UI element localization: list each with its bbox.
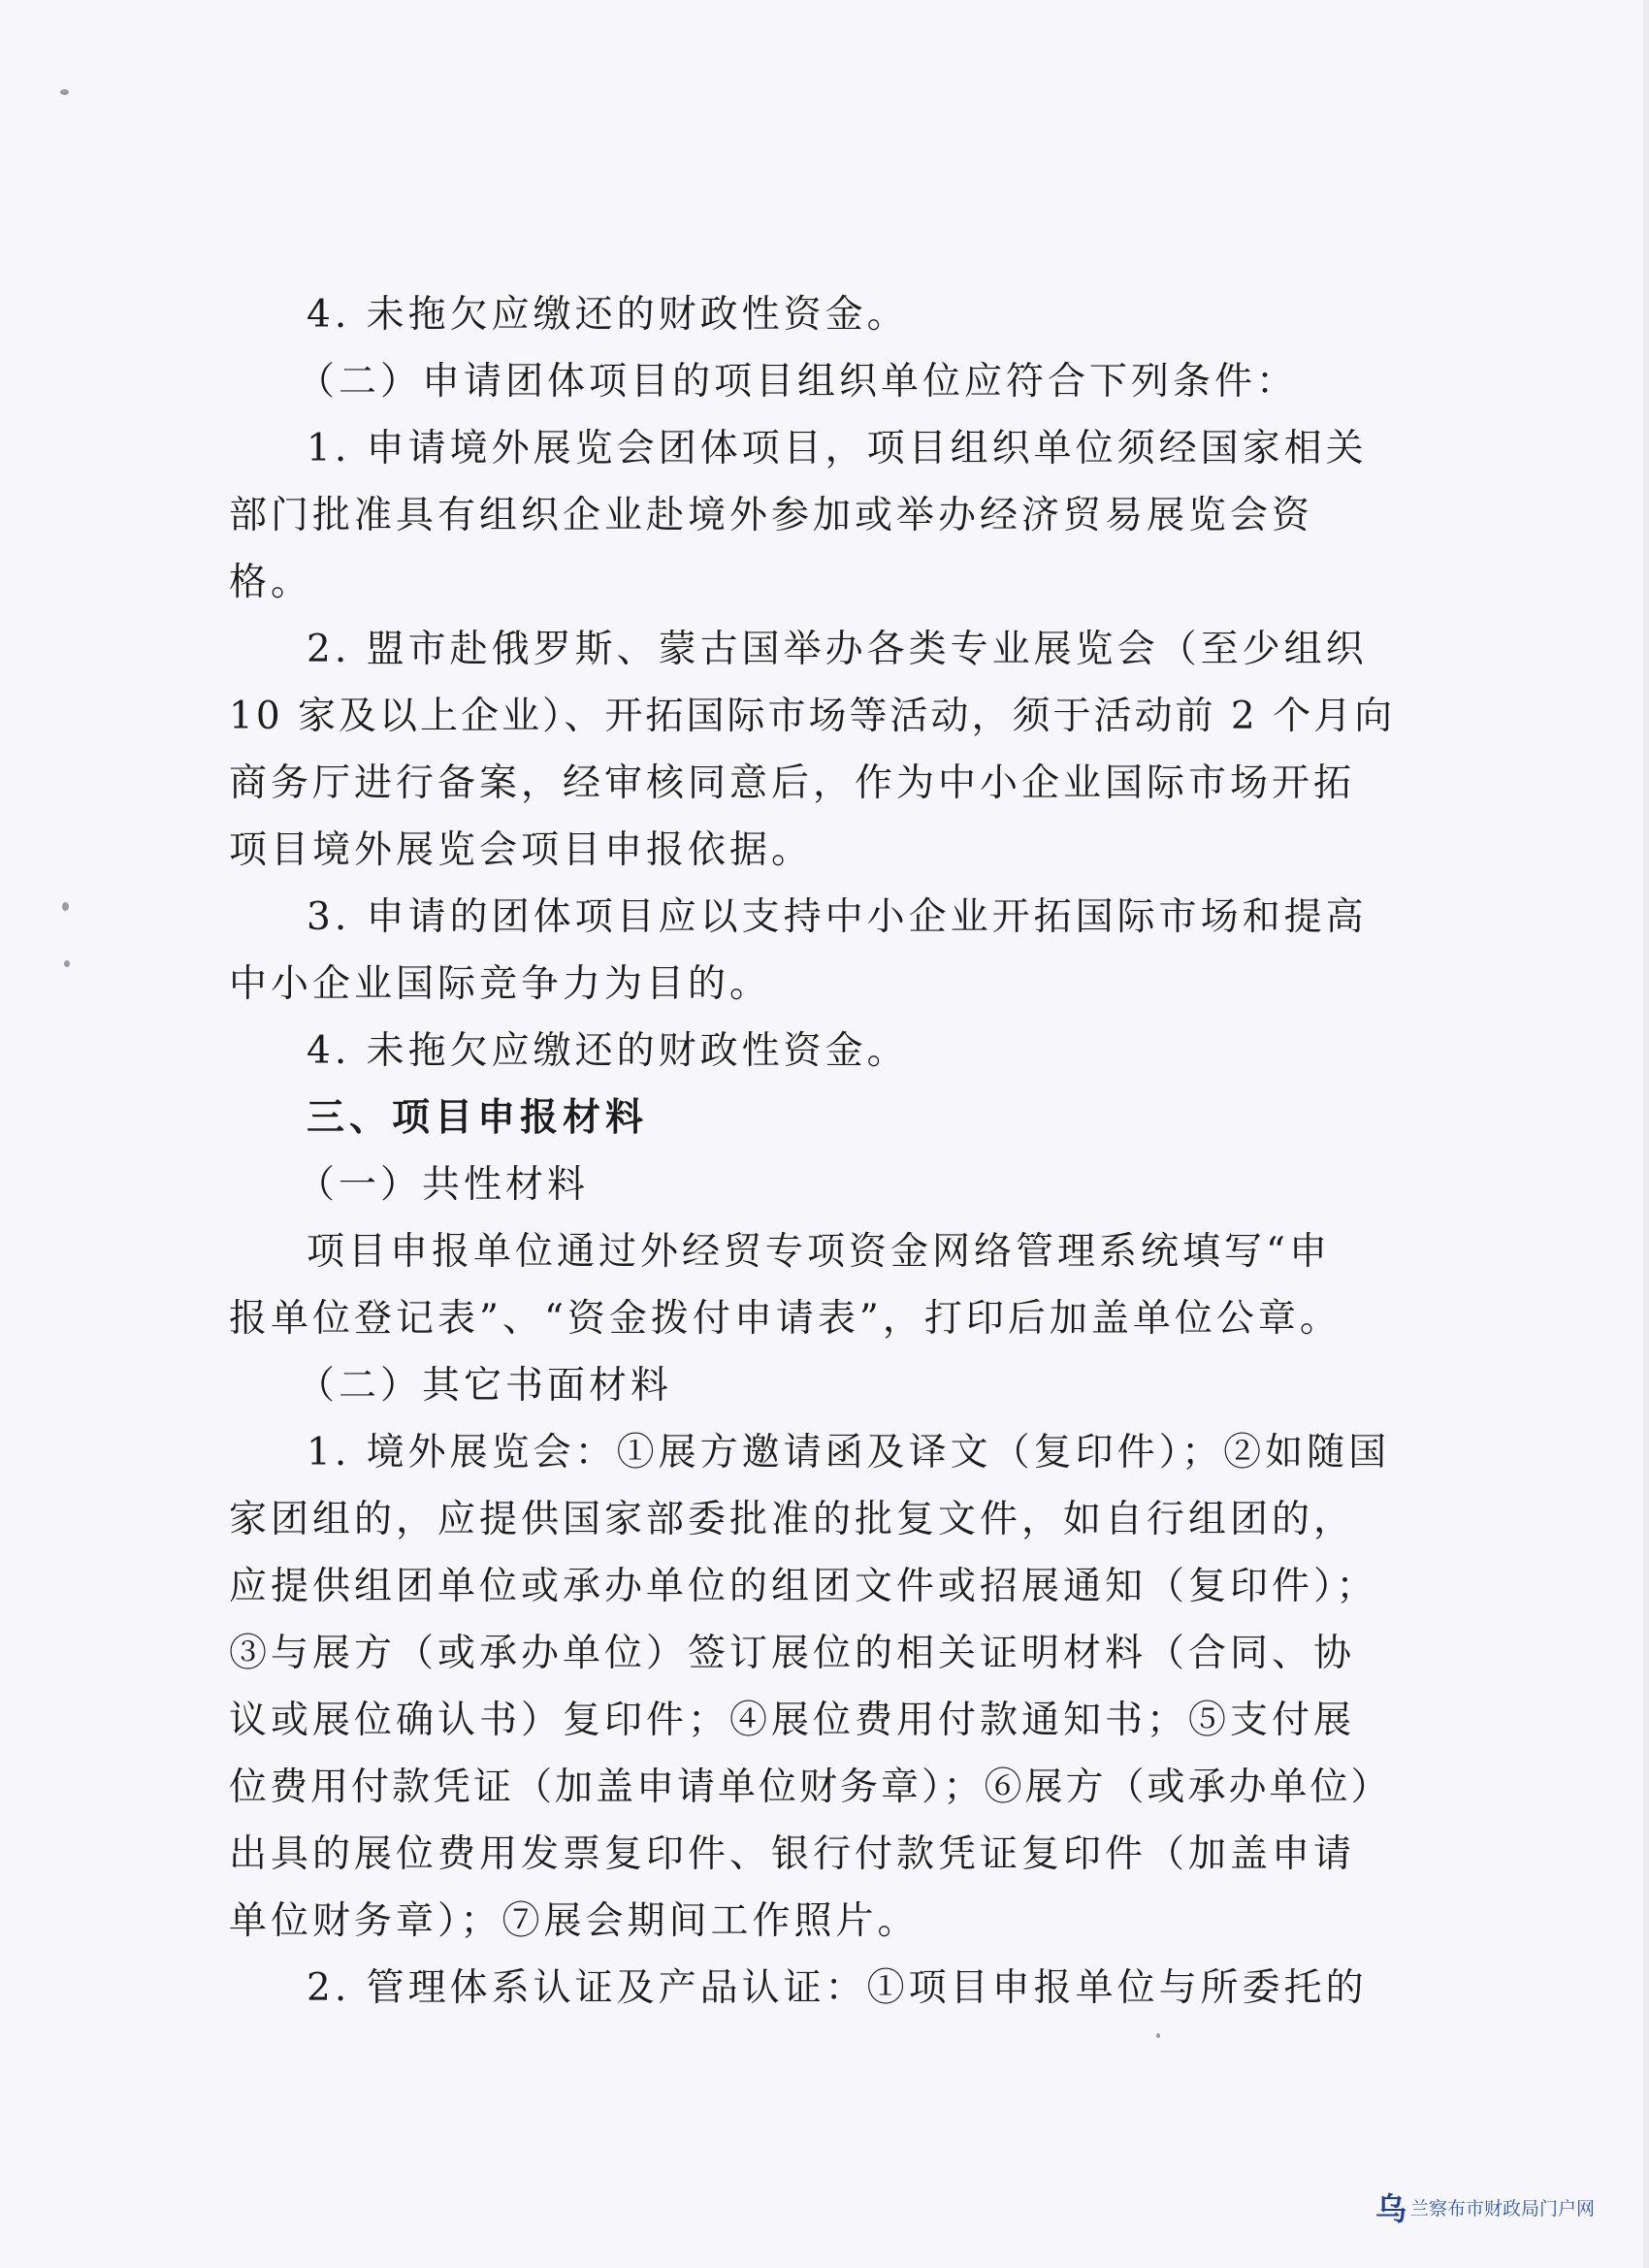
binding-hole	[62, 902, 69, 911]
scan-speck	[1156, 2033, 1160, 2038]
body-line: 3. 申请的团体项目应以支持中小企业开拓国际市场和提高	[307, 895, 1368, 939]
body-line: 位费用付款凭证（加盖申请单位财务章）；⑥展方（或承办单位）	[229, 1766, 1392, 1809]
body-line: ③与展方（或承办单位）签订展位的相关证明材料（合同、协	[229, 1632, 1356, 1675]
document-body	[229, 281, 1403, 2022]
body-line: 2. 管理体系认证及产品认证：①项目申报单位与所委托的	[307, 1966, 1368, 2010]
body-line: 项目申报单位通过外经贸专项资金网络管理系统填写“申	[307, 1230, 1331, 1274]
body-line: 单位财务章）；⑦展会期间工作照片。	[229, 1899, 920, 1943]
subsection-heading: （二）其它书面材料	[297, 1364, 673, 1408]
watermark-text: 兰察布市财政局门户网	[1410, 2197, 1596, 2219]
body-line: 报单位登记表”、“资金拨付申请表”，打印后加盖单位公章。	[229, 1297, 1342, 1341]
body-line: 商务厅进行备案，经审核同意后，作为中小企业国际市场开拓	[229, 761, 1356, 805]
body-line: 家团组的，应提供国家部委批准的批复文件，如自行组团的，	[229, 1498, 1356, 1541]
subsection-heading: （一）共性材料	[297, 1163, 590, 1207]
body-line: 1. 申请境外展览会团体项目，项目组织单位须经国家相关	[307, 427, 1368, 470]
body-line: 应提供组团单位或承办单位的组团文件或招展通知（复印件）；	[229, 1565, 1378, 1608]
body-line: 议或展位确认书）复印件；④展位费用付款通知书；⑤支付展	[229, 1699, 1356, 1742]
body-line: 4. 未拖欠应缴还的财政性资金。	[307, 1029, 909, 1073]
section-heading: 三、项目申报材料	[307, 1096, 649, 1140]
source-watermark	[1375, 2187, 1628, 2226]
body-line: 10 家及以上企业）、开拓国际市场等活动，须于活动前 2 个月向	[229, 695, 1396, 738]
body-line: 1. 境外展览会：①展方邀请函及译文（复印件）；②如随国	[307, 1431, 1391, 1474]
body-line: 2. 盟市赴俄罗斯、蒙古国举办各类专业展览会（至少组织	[307, 628, 1368, 671]
body-line: 4. 未拖欠应缴还的财政性资金。	[307, 293, 909, 337]
binding-hole	[64, 960, 70, 967]
watermark-logo: 乌	[1375, 2190, 1407, 2227]
body-line: 项目境外展览会项目申报依据。	[229, 828, 814, 872]
body-line: 格。	[229, 561, 313, 604]
binding-hole	[60, 89, 69, 95]
body-line: 部门批准具有组织企业赴境外参加或举办经济贸易展览会资	[229, 494, 1314, 537]
body-line: 出具的展位费用发票复印件、银行付款凭证复印件（加盖申请	[229, 1832, 1356, 1876]
subsection-heading: （二）申请团体项目的项目组织单位应符合下列条件：	[297, 360, 1299, 404]
body-line: 中小企业国际竞争力为目的。	[229, 962, 772, 1006]
